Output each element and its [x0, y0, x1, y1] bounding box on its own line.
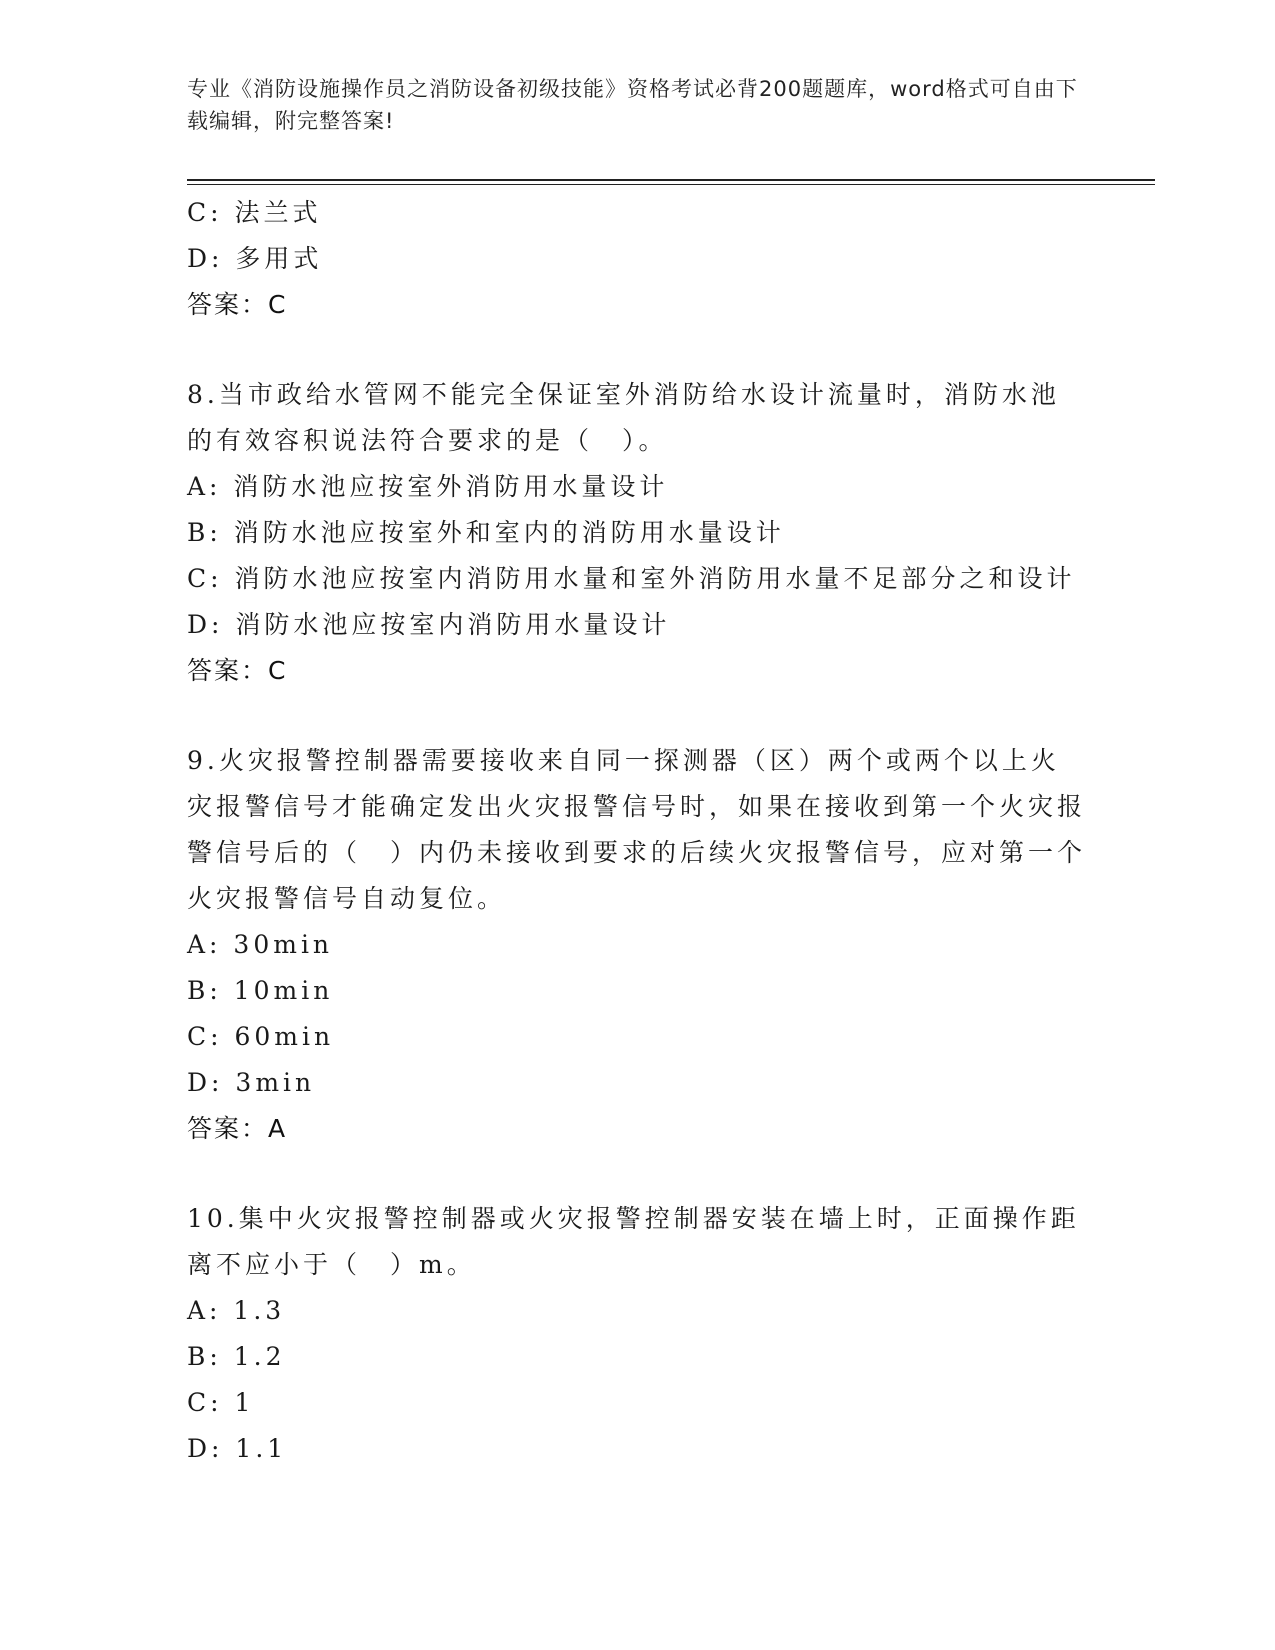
option-b: B: 1.2 — [187, 1342, 286, 1371]
answer-line: 答案：A — [187, 1114, 288, 1143]
answer-line: 答案：C — [187, 290, 288, 319]
option-c: C: 60min — [187, 1022, 335, 1051]
option-a: A: 30min — [187, 930, 334, 959]
question-7-tail — [187, 190, 1087, 328]
option-d: D: 1.1 — [187, 1434, 288, 1463]
option-a: A: 消防水池应按室外消防用水量设计 — [187, 472, 669, 501]
option-b: B: 消防水池应按室外和室内的消防用水量设计 — [187, 518, 785, 547]
option-d: D: 3min — [187, 1068, 316, 1097]
question-9 — [187, 738, 1087, 1152]
option-b: B: 10min — [187, 976, 334, 1005]
question-8 — [187, 372, 1087, 694]
question-list — [187, 190, 1087, 1472]
option-d: D: 多用式 — [187, 244, 323, 273]
answer-line: 答案：C — [187, 656, 288, 685]
option-c: C: 消防水池应按室内消防用水量和室外消防用水量不足部分之和设计 — [187, 564, 1076, 593]
spacer — [187, 1152, 1087, 1196]
option-c: C: 法兰式 — [187, 198, 322, 227]
option-a: A: 1.3 — [187, 1296, 286, 1325]
option-c: C: 1 — [187, 1388, 255, 1417]
spacer — [187, 694, 1087, 738]
question-stem: 10.集中火灾报警控制器或火灾报警控制器安装在墙上时，正面操作距离不应小于（ ）m。 — [187, 1204, 1080, 1279]
option-d: D: 消防水池应按室内消防用水量设计 — [187, 610, 671, 639]
question-stem: 8.当市政给水管网不能完全保证室外消防给水设计流量时，消防水池的有效容积说法符合要求的是（ ）。 — [187, 380, 1060, 455]
spacer — [187, 328, 1087, 372]
header-divider-thick — [187, 179, 1155, 181]
question-stem: 9.火灾报警控制器需要接收来自同一探测器（区）两个或两个以上火灾报警信号才能确定发出火灾报警信号时，如果在接收到第一个火灾报警信号后的（ ）内仍未接收到要求的后续火灾报警信号，应对第一个火灾报警信号自动复位。 — [187, 746, 1087, 913]
document-header: 专业《消防设施操作员之消防设备初级技能》资格考试必背200题题库，word格式可自由下载编辑，附完整答案! — [187, 77, 1078, 133]
header-divider-thin — [187, 184, 1155, 185]
question-10 — [187, 1196, 1087, 1472]
